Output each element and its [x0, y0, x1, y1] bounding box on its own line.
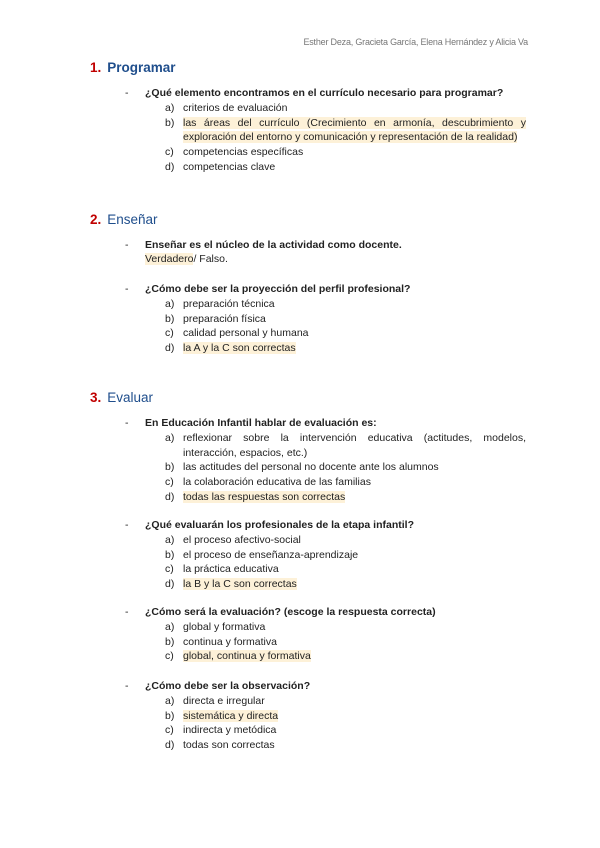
option-letter: a) — [165, 298, 175, 310]
option-text: las áreas del currículo (Crecimiento en armonía, descubrimiento y exploración del entorno y comunicación y representación de la realidad) — [183, 116, 526, 144]
option-letter: a) — [165, 432, 175, 444]
option-text: indirecta y metódica — [183, 724, 277, 737]
question-text: En Educación Infantil hablar de evaluación es: — [145, 417, 377, 429]
option-letter: d) — [165, 160, 175, 173]
option-letter: d) — [165, 342, 175, 355]
option-letter: d) — [165, 490, 175, 503]
option-letter: d) — [165, 739, 175, 752]
option-text: la práctica educativa — [183, 563, 279, 576]
dash-bullet: - — [125, 417, 129, 429]
option-item — [165, 635, 526, 650]
section-title-text: Evaluar — [107, 390, 154, 405]
option-item — [165, 738, 526, 753]
question-block — [125, 416, 526, 505]
option-text: todas son correctas — [183, 739, 275, 752]
option-text: la colaboración educativa de las familias — [183, 476, 371, 489]
option-item — [165, 460, 526, 475]
option-letter: a) — [165, 695, 175, 707]
option-letter: c) — [165, 146, 174, 159]
section-title-evaluar — [90, 390, 153, 405]
option-text: global y formativa — [183, 621, 266, 633]
option-text: sistemática y directa — [183, 709, 279, 722]
question-text: ¿Cómo debe ser la proyección del perfil profesional? — [145, 283, 411, 295]
option-item — [165, 475, 526, 490]
option-letter: c) — [165, 563, 174, 576]
question-block — [125, 86, 526, 175]
question-block-true-false — [125, 238, 526, 267]
section-title-text: Programar — [107, 60, 176, 75]
option-item-correct — [165, 577, 526, 592]
option-text: continua y formativa — [183, 635, 277, 648]
option-item-correct — [165, 490, 526, 505]
option-list — [165, 620, 526, 664]
option-letter: c) — [165, 327, 174, 340]
option-text: reflexionar sobre la intervención educativa (actitudes, modelos, interacción, espacios, etc.) — [183, 432, 526, 459]
option-item — [165, 533, 526, 548]
option-letter: b) — [165, 548, 175, 561]
option-item-correct — [165, 116, 526, 145]
option-text: competencias específicas — [183, 146, 304, 159]
section-title-text: Enseñar — [107, 212, 158, 227]
option-item — [165, 326, 526, 341]
question-text: ¿Qué elemento encontramos en el currículo necesario para programar? — [145, 87, 504, 99]
option-list — [165, 297, 526, 356]
dash-bullet: - — [125, 283, 129, 295]
option-letter: b) — [165, 709, 175, 722]
option-text: todas las respuestas son correctas — [183, 490, 346, 503]
option-letter: c) — [165, 476, 174, 489]
option-text: directa e irregular — [183, 695, 265, 707]
section-number: 3. — [90, 390, 102, 405]
option-letter: b) — [165, 635, 175, 648]
option-item — [165, 312, 526, 327]
section-number: 1. — [90, 60, 102, 75]
question-block — [125, 282, 526, 356]
question-text: ¿Cómo será la evaluación? (escoge la respuesta correcta) — [145, 606, 436, 618]
answer-true-highlighted: Verdadero — [145, 253, 194, 265]
option-text: criterios de evaluación — [183, 102, 288, 114]
option-letter: b) — [165, 312, 175, 325]
option-letter: b) — [165, 116, 175, 129]
dash-bullet: - — [125, 239, 129, 251]
option-item — [165, 620, 526, 635]
option-text: preparación técnica — [183, 298, 275, 310]
option-item-correct — [165, 709, 526, 724]
option-item — [165, 160, 526, 175]
section-number: 2. — [90, 212, 102, 227]
dash-bullet: - — [125, 606, 129, 618]
dash-bullet: - — [125, 87, 129, 99]
option-item — [165, 297, 526, 312]
option-text: preparación física — [183, 312, 266, 325]
dash-bullet: - — [125, 680, 129, 692]
option-text: el proceso de enseñanza-aprendizaje — [183, 548, 359, 561]
answer-false: / Falso. — [193, 253, 228, 265]
section-title-ensenar — [90, 212, 158, 227]
option-letter: a) — [165, 621, 175, 633]
option-text: el proceso afectivo-social — [183, 534, 301, 546]
option-item — [165, 562, 526, 577]
option-text: global, continua y formativa — [183, 650, 311, 663]
option-text: competencias clave — [183, 160, 276, 173]
question-text: ¿Cómo debe ser la observación? — [145, 680, 311, 692]
question-text: Enseñar es el núcleo de la actividad como docente. — [145, 239, 402, 251]
question-text: ¿Qué evaluarán los profesionales de la etapa infantil? — [145, 519, 414, 531]
option-letter: b) — [165, 461, 175, 474]
option-letter: c) — [165, 650, 174, 663]
true-false-answer — [145, 252, 526, 267]
question-block — [125, 679, 526, 753]
question-block — [125, 518, 526, 592]
option-item — [165, 548, 526, 563]
option-list — [165, 431, 526, 505]
option-text: la B y la C son correctas — [183, 578, 297, 591]
option-item — [165, 145, 526, 160]
option-letter: a) — [165, 534, 175, 546]
dash-bullet: - — [125, 519, 129, 531]
option-list — [165, 533, 526, 592]
option-text: las actitudes del personal no docente ante los alumnos — [183, 461, 439, 474]
option-item — [165, 431, 526, 460]
option-item-correct — [165, 649, 526, 664]
option-item — [165, 101, 526, 116]
option-letter: c) — [165, 724, 174, 737]
option-text: calidad personal y humana — [183, 327, 309, 340]
option-text: la A y la C son correctas — [183, 342, 296, 355]
option-item — [165, 723, 526, 738]
option-letter: a) — [165, 102, 175, 114]
page-header-authors: Esther Deza, Gracieta García, Elena Hernández y Alicia Va — [303, 37, 528, 47]
option-item — [165, 694, 526, 709]
section-title-programar — [90, 60, 176, 75]
option-list — [165, 101, 526, 175]
option-letter: d) — [165, 578, 175, 591]
option-list — [165, 694, 526, 753]
option-item-correct — [165, 341, 526, 356]
question-block — [125, 605, 526, 664]
